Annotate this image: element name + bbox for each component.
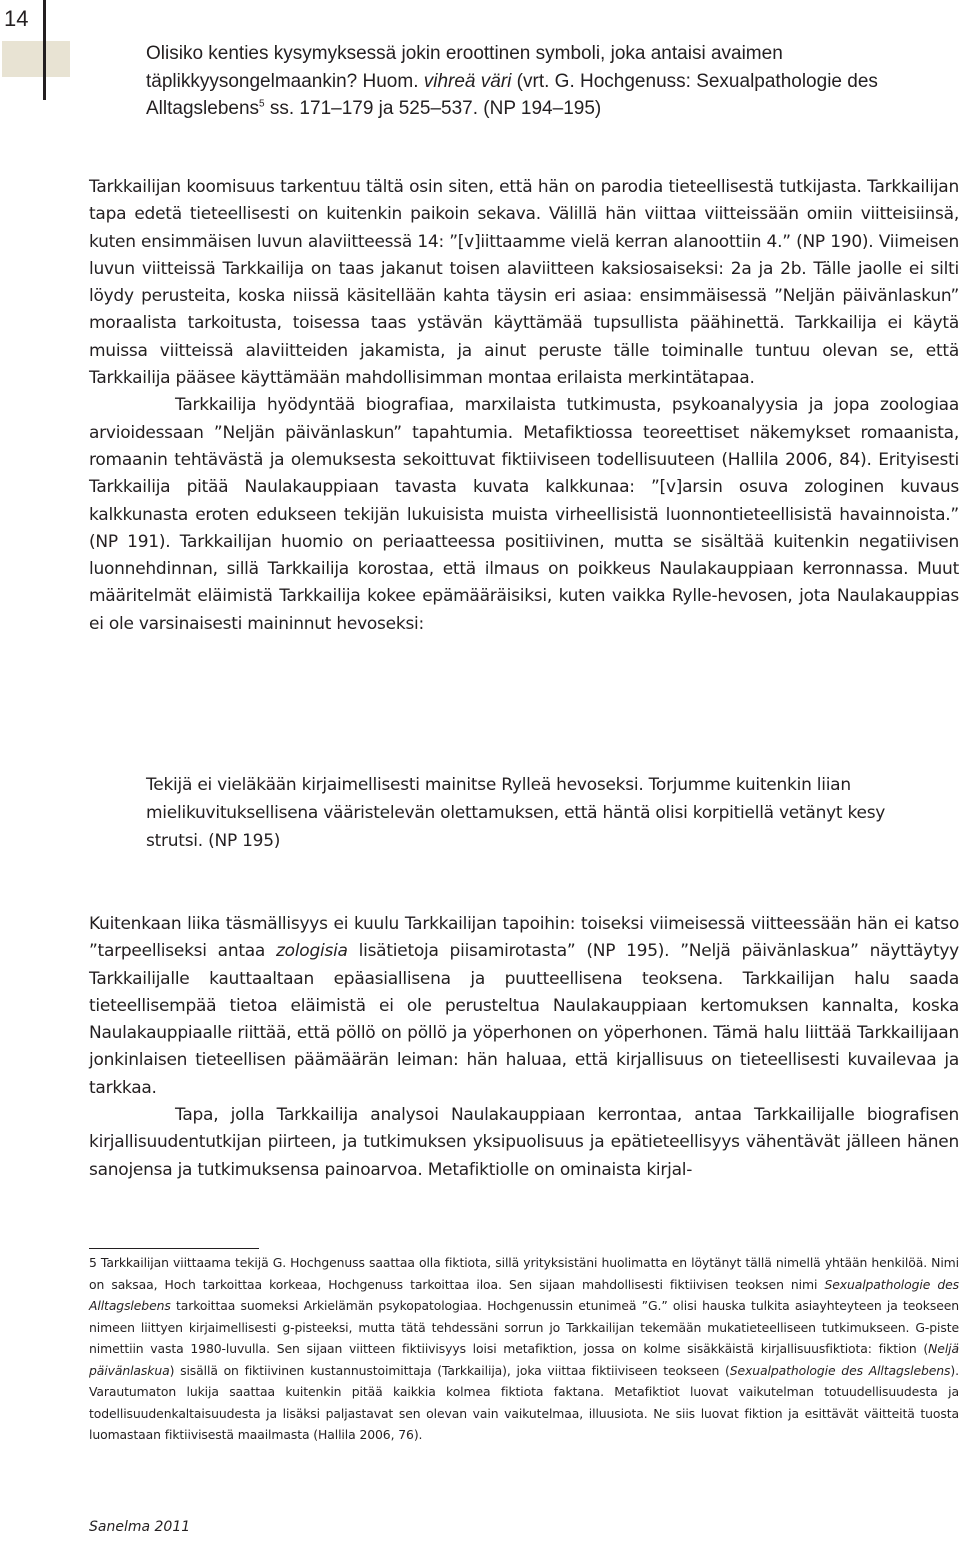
- margin-rule: [43, 0, 46, 100]
- footnote-divider: [89, 1248, 259, 1249]
- footnote-text: tarkoittaa suomeksi Arkielämän psykopatologiaa. Hochgenussin etunimeä ”G.” olisi hauska tulkita asiayhteyteen ja teokseen nimeen liittyen kirjaimellisesti g-pisteeksi, mutta tätä tehdessäni sorrun jo Tarkkailijan tekemään mukatieteelliseen tutkimukseen. G-piste nimettiin vasta 1980-luvulla. Sen sijaan viitteen fiktiivisyys loisi metafiktion, jossa on kolme sisäkkäistä kirjallisuusfiktiota: fiktion (: [89, 1298, 959, 1356]
- footnote-text: 5 Tarkkailijan viittaama tekijä G. Hochgenuss saattaa olla fiktiota, sillä yrityksistäni huolimatta en löytänyt tällä nimellä yhtään henkilöä. Nimi on saksaa, Hoch tarkoittaa korkeaa, Hochgenuss tarkoittaa iloa. Sen sijaan mahdollisesti fiktiivisen teoksen nimi: [89, 1255, 959, 1292]
- page-number: 14: [4, 6, 29, 31]
- decorative-tab-strip: [2, 41, 70, 77]
- footnote-italic: Neljä päivänlaskua: [89, 1341, 959, 1378]
- footnote-5: [89, 1252, 959, 1446]
- page-footer: Sanelma 2011: [89, 1519, 191, 1535]
- epigraph-text-1: Olisiko kenties kysymyksessä jokin eroottinen symboli, joka antaisi avaimen täplikkyysongelmaankin? Huom.: [146, 43, 783, 92]
- footnote-text: ). Varautumaton lukija saattaa kuitenkin pitää kaikkia kolmea fiktiota faktana. Metafiktiot luovat vaikutelman totuudellisuudesta ja todellisuudenkaltaisuudesta ja lisäksi paljastavat sen olevan vain vaikutelmaa, illuusiota. Ne siis luovat fiktion ja esittävät väitteitä tuosta luomastaan fiktiivisestä maailmasta (Hallila 2006, 76).: [89, 1362, 959, 1442]
- paragraph: [89, 911, 959, 1102]
- footnote-ref[interactable]: 5: [259, 98, 265, 110]
- epigraph-text-2: (vrt. G. Hochgenuss: Sexualpathologie des Alltagslebens: [146, 70, 878, 119]
- footnote-italic: Sexualpathologie des Alltagslebens: [89, 1276, 959, 1313]
- paragraph: Tapa, jolla Tarkkailija analysoi Naulakauppiaan kerrontaa, antaa Tarkkailijalle biografisen kirjallisuudentutkijan piirteen, ja tutkimuksen yksipuolisuus ja epätieteellisyys vähentävät jälleen hänen sanojensa ja tutkimuksensa painoarvoa. Metafiktiolle on ominaista kirjal-: [89, 1105, 959, 1180]
- paragraph-italic: zologisia: [276, 941, 348, 962]
- epigraph-quote: [146, 40, 926, 123]
- body-section-2: [89, 911, 959, 1184]
- paragraph-text: Kuitenkaan liika täsmällisyys ei kuulu Tarkkailijan tapoihin: toiseksi viimeisessä viitteessään hän ei katso ”tarpeelliseksi antaa: [89, 914, 959, 962]
- paragraph-text: lisätietoja piisamirotasta” (NP 195). ”Neljä päivänlaskua” näyttäytyy Tarkkailijalle kauttaaltaan epäasiallisena ja puutteellisena teoksena. Tarkkailijan halu saada tieteellisempää tietoa eläimistä ei ole perusteltua Naulakauppiaan kertomuksen kannalta, koska Naulakauppiaalle riittää, että pöllö on pöllö ja yöperhonen on yöperhonen. Tämä halu liittää Tarkkailijaan jonkinlaisen tieteellisen päämäärän leiman: hän haluaa, että kirjallisuus on tieteellisesti kuvailevaa ja tarkkaa.: [89, 941, 959, 1098]
- epigraph-text-3: ss. 171–179 ja 525–537. (NP 194–195): [264, 98, 602, 119]
- footnote-italic: Sexualpathologie des Alltagslebens: [729, 1362, 951, 1378]
- body-section-1: [89, 174, 959, 638]
- block-quote: Tekijä ei vieläkään kirjaimellisesti mainitse Rylleä hevoseksi. Torjumme kuitenkin liian mielikuvituksellisena vääristelevän olettamuksen, että häntä olisi korpitiellä vetänyt kesy strutsi. (NP 195): [146, 775, 886, 851]
- footnote-text: ) sisällä on fiktiivinen kustannustoimittaja (Tarkkailija), joka viittaa fiktiiviseen teokseen (: [169, 1362, 730, 1378]
- paragraph: Tarkkailijan koomisuus tarkentuu tältä osin siten, että hän on parodia tieteellisestä tutkijasta. Tarkkailijan tapa edetä tieteellisesti on kuitenkin paikoin sekava. Välillä hän viittaa viitteissään omiin viitteisiinsä, kuten ensimmäisen luvun alaviitteessä 14: ”[v]iittaamme vielä kerran alanoottiin 4.” (NP 190). Viimeisen luvun viitteissä Tarkkailija on taas jakanut toisen alaviitteen kaksiosaiseksi: 2a ja 2b. Tälle jaolle ei silti löydy perusteita, koska niissä käsitellään kahta täysin eri asiaa: ensimmäisessä ”Neljän päivänlaskun” moraalista tarkoitusta, toisessa taas ystävän käyttämää tupsullista päähinettä. Tarkkailija ei käytä muissa viitteissä alaviitteiden jakamista, ja ainut peruste tälle toiminalle tuntuu olevan se, että Tarkkailija pääsee käyttämään mahdollisimman montaa erilaista merkintätapaa.: [89, 177, 959, 389]
- epigraph-italic: vihreä väri: [423, 70, 512, 92]
- paragraph: Tarkkailija hyödyntää biografiaa, marxilaista tutkimusta, psykoanalyysia ja jopa zoologiaa arvioidessaan ”Neljän päivänlaskun” tapahtumia. Metafiktiossa teoreettiset näkemykset romaanista, romaanin tehtävästä ja olemuksesta sekoittuvat fiktiiviseen todellisuuteen (Hallila 2006, 84). Erityisesti Tarkkailija pitää Naulakauppiaan tavasta kuvata kalkkunaa: ”[v]arsin osuva zologinen kuvaus kalkkunasta eroten edukseen tekijän lukuisista muista virheellisistä luonnontieteellisistä havainnoista.” (NP 191). Tarkkailijan huomio on periaatteessa positiivinen, mutta se sisältää kuitenkin negatiivisen luonnehdinnan, sillä Tarkkailija korostaa, että ilmaus on poikkeus Naulakauppiaan kerronnassa. Muut määritelmät eläimistä Tarkkailija kokee epämääräisiksi, kuten vaikka Rylle-hevosen, jota Naulakauppias ei ole varsinaisesti maininnut hevoseksi:: [89, 395, 959, 634]
